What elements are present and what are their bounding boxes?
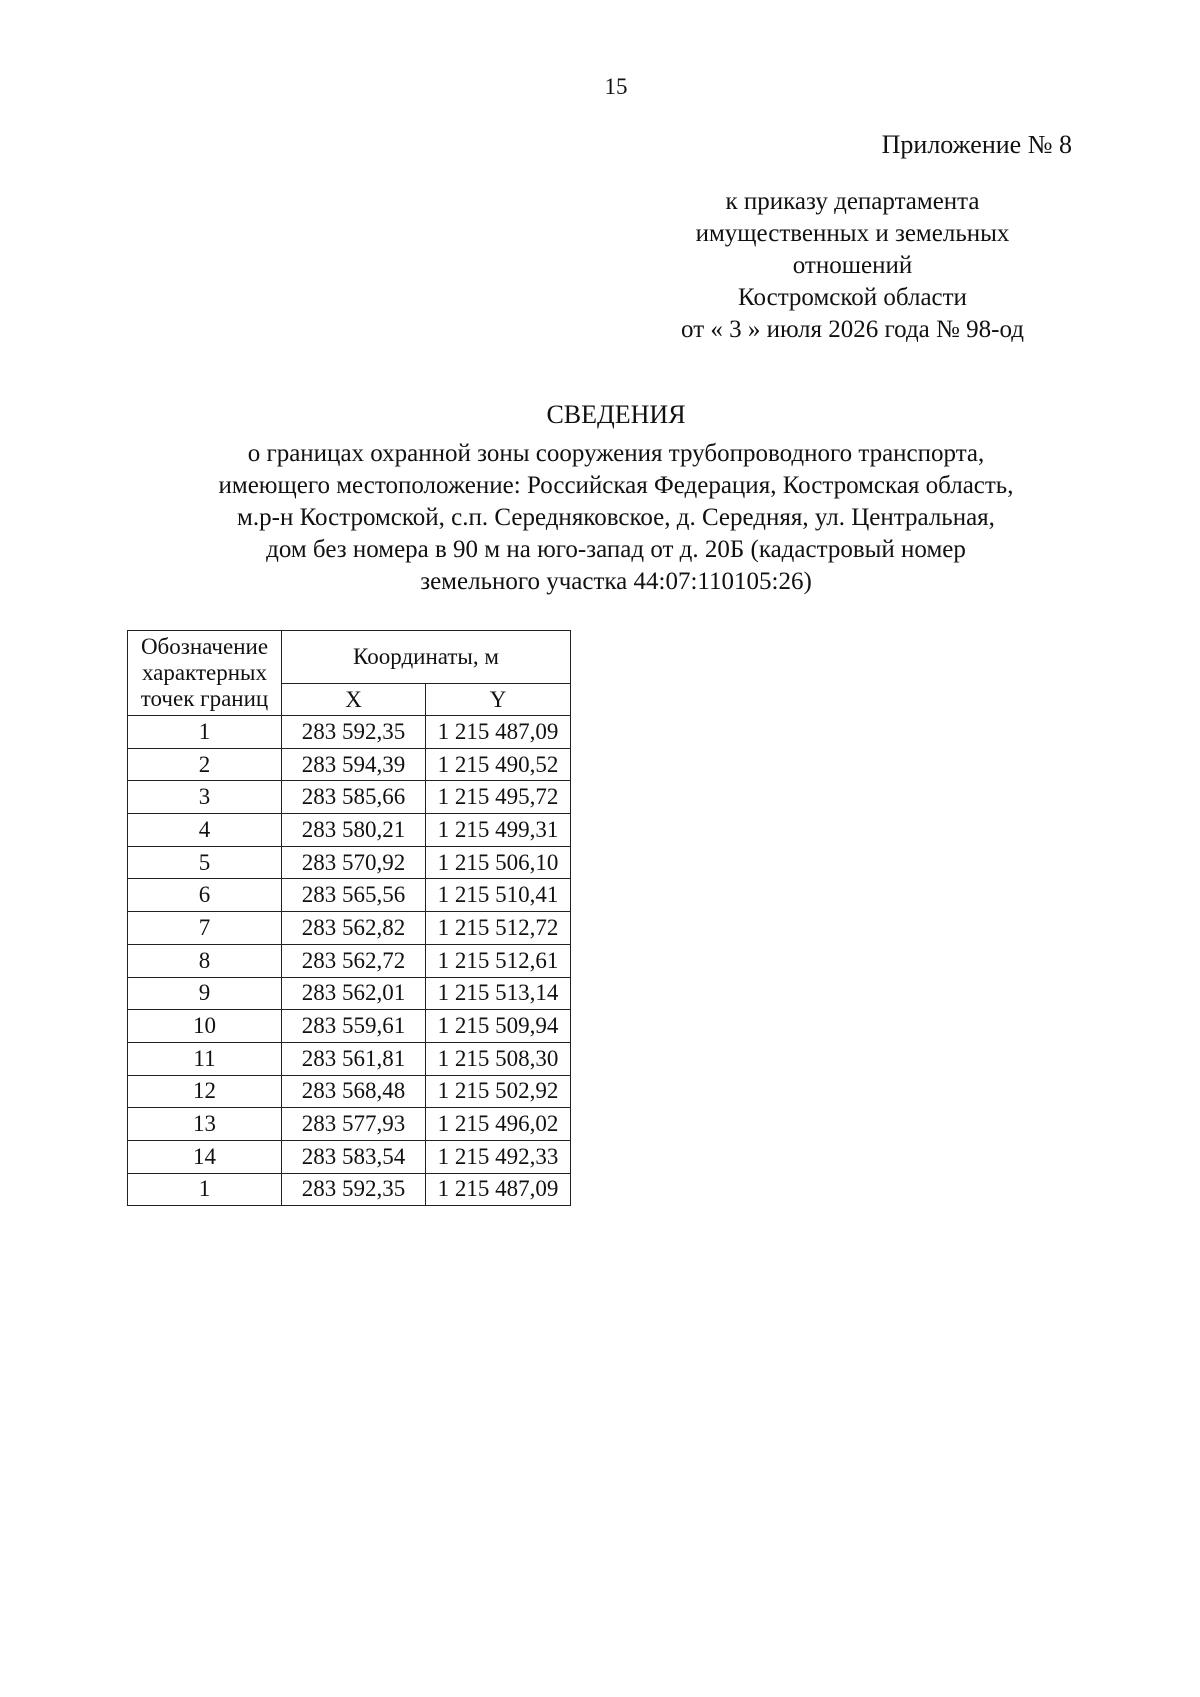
table-row bbox=[128, 912, 571, 945]
table-header-row bbox=[128, 631, 571, 684]
table-row bbox=[128, 781, 571, 814]
x-cell: 283 562,82 bbox=[282, 912, 426, 945]
coordinates-table bbox=[127, 630, 571, 1206]
y-cell: 1 215 490,52 bbox=[426, 748, 571, 781]
order-ref-line: к приказу департамента bbox=[725, 188, 980, 215]
y-cell: 1 215 487,09 bbox=[426, 1173, 571, 1206]
point-cell: 1 bbox=[128, 716, 282, 749]
order-ref-line: от « 3 » июля 2026 года № 98-од bbox=[681, 316, 1024, 343]
table-row bbox=[128, 1010, 571, 1043]
point-cell: 13 bbox=[128, 1108, 282, 1141]
point-cell: 12 bbox=[128, 1075, 282, 1108]
y-cell: 1 215 509,94 bbox=[426, 1010, 571, 1043]
header-y: Y bbox=[426, 684, 571, 716]
x-cell: 283 559,61 bbox=[282, 1010, 426, 1043]
header-point: Обозначение характерных точек границ bbox=[128, 631, 282, 716]
page-number: 15 bbox=[604, 74, 628, 99]
y-cell: 1 215 487,09 bbox=[426, 716, 571, 749]
x-cell: 283 562,01 bbox=[282, 977, 426, 1010]
description-line: м.р-н Костромской, с.п. Середняковское, д. Середняя, ул. Центральная, bbox=[237, 504, 995, 531]
x-cell: 283 568,48 bbox=[282, 1075, 426, 1108]
table-row bbox=[128, 1173, 571, 1206]
x-cell: 283 592,35 bbox=[282, 1173, 426, 1206]
header-x: X bbox=[282, 684, 426, 716]
table-row bbox=[128, 1042, 571, 1075]
x-cell: 283 565,56 bbox=[282, 879, 426, 912]
description-line: земельного участка 44:07:110105:26) bbox=[420, 568, 812, 595]
order-ref-line: Костромской области bbox=[738, 284, 967, 311]
point-cell: 6 bbox=[128, 879, 282, 912]
table-row bbox=[128, 846, 571, 879]
appendix-title: Приложение № 8 bbox=[881, 130, 1072, 159]
y-cell: 1 215 502,92 bbox=[426, 1075, 571, 1108]
header-coordinates: Координаты, м bbox=[282, 631, 571, 684]
y-cell: 1 215 495,72 bbox=[426, 781, 571, 814]
y-cell: 1 215 513,14 bbox=[426, 977, 571, 1010]
point-cell: 3 bbox=[128, 781, 282, 814]
point-cell: 9 bbox=[128, 977, 282, 1010]
table-row bbox=[128, 814, 571, 847]
table-row bbox=[128, 1075, 571, 1108]
description-line: дом без номера в 90 м на юго-запад от д. 20Б (кадастровый номер bbox=[266, 536, 966, 563]
y-cell: 1 215 492,33 bbox=[426, 1140, 571, 1173]
description-line: имеющего местоположение: Российская Федерация, Костромская область, bbox=[218, 472, 1014, 499]
order-ref-line: имущественных и земельных bbox=[695, 220, 1010, 247]
y-cell: 1 215 512,72 bbox=[426, 912, 571, 945]
y-cell: 1 215 512,61 bbox=[426, 944, 571, 977]
point-cell: 7 bbox=[128, 912, 282, 945]
description-line: о границах охранной зоны сооружения трубопроводного транспорта, bbox=[247, 440, 985, 467]
point-cell: 14 bbox=[128, 1140, 282, 1173]
order-ref-line: отношений bbox=[792, 252, 913, 279]
point-cell: 1 bbox=[128, 1173, 282, 1206]
document-heading: СВЕДЕНИЯ bbox=[546, 400, 686, 429]
table-row bbox=[128, 944, 571, 977]
document-description bbox=[0, 438, 1200, 598]
x-cell: 283 583,54 bbox=[282, 1140, 426, 1173]
table-row bbox=[128, 1140, 571, 1173]
point-cell: 2 bbox=[128, 748, 282, 781]
y-cell: 1 215 506,10 bbox=[426, 846, 571, 879]
point-cell: 4 bbox=[128, 814, 282, 847]
point-cell: 11 bbox=[128, 1042, 282, 1075]
x-cell: 283 594,39 bbox=[282, 748, 426, 781]
x-cell: 283 577,93 bbox=[282, 1108, 426, 1141]
x-cell: 283 580,21 bbox=[282, 814, 426, 847]
y-cell: 1 215 496,02 bbox=[426, 1108, 571, 1141]
x-cell: 283 562,72 bbox=[282, 944, 426, 977]
table-row bbox=[128, 716, 571, 749]
point-cell: 10 bbox=[128, 1010, 282, 1043]
point-cell: 8 bbox=[128, 944, 282, 977]
table-row bbox=[128, 977, 571, 1010]
point-cell: 5 bbox=[128, 846, 282, 879]
order-reference bbox=[580, 186, 1125, 346]
x-cell: 283 570,92 bbox=[282, 846, 426, 879]
x-cell: 283 592,35 bbox=[282, 716, 426, 749]
table-header bbox=[128, 631, 571, 716]
table-row bbox=[128, 748, 571, 781]
y-cell: 1 215 499,31 bbox=[426, 814, 571, 847]
table-row bbox=[128, 879, 571, 912]
y-cell: 1 215 508,30 bbox=[426, 1042, 571, 1075]
x-cell: 283 585,66 bbox=[282, 781, 426, 814]
x-cell: 283 561,81 bbox=[282, 1042, 426, 1075]
table-body bbox=[128, 716, 571, 1206]
table-row bbox=[128, 1108, 571, 1141]
y-cell: 1 215 510,41 bbox=[426, 879, 571, 912]
